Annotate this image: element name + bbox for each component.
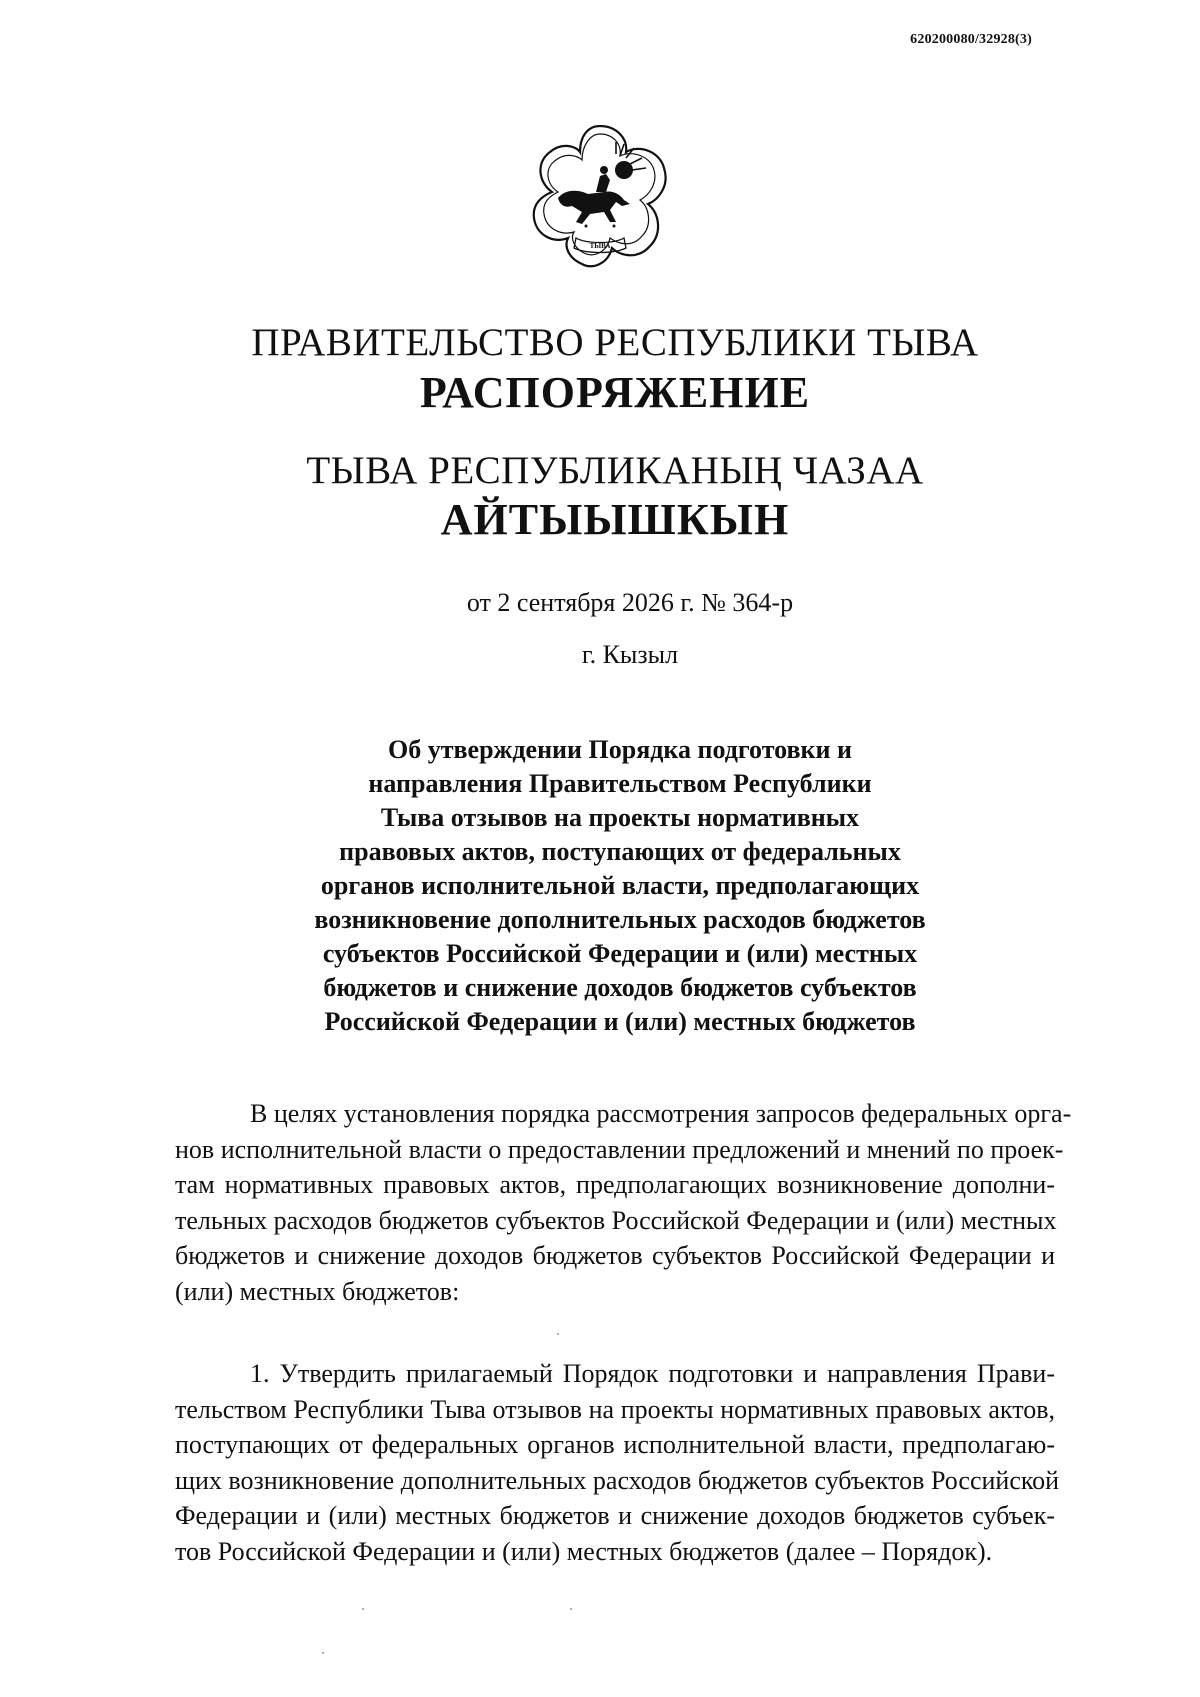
emblem-inscription: ТЫВА <box>589 242 611 250</box>
scan-speck <box>570 1608 572 1610</box>
paragraph-line: щих возникновение дополнительных расходов бюджетов субъектов Российской <box>175 1465 1060 1495</box>
document-type-ru: РАСПОРЯЖЕНИЕ <box>419 368 811 417</box>
clause-1-paragraph <box>175 1356 1060 1569</box>
title-line: направления Правительством Республики <box>368 769 872 798</box>
paragraph-line: тельством Республики Тыва отзывов на проекты нормативных правовых актов, <box>175 1394 1055 1424</box>
document-title <box>300 733 940 1039</box>
paragraph-line: тов Российской Федерации и (или) местных бюджетов (далее – Порядок). <box>175 1536 993 1566</box>
title-line: Тыва отзывов на проекты нормативных <box>380 803 860 832</box>
paragraph-line: В целях установления порядка рассмотрения запросов федеральных орга- <box>250 1099 1072 1128</box>
paragraph-line: Федерации и (или) местных бюджетов и снижение доходов бюджетов субъек- <box>175 1501 1055 1530</box>
tuva-coat-of-arms-icon <box>520 118 680 278</box>
title-line: правовых актов, поступающих от федеральных <box>339 837 901 866</box>
title-line: субъектов Российской Федерации и (или) местных <box>322 939 918 968</box>
scan-speck <box>557 1333 559 1335</box>
title-line: Об утверждении Порядка подготовки и <box>388 735 852 764</box>
organization-name-ru: ПРАВИТЕЛЬСТВО РЕСПУБЛИКИ ТЫВА <box>251 321 979 364</box>
title-line: органов исполнительной власти, предполагающих <box>320 871 920 900</box>
scan-speck <box>362 1608 364 1610</box>
paragraph-line: бюджетов и снижение доходов бюджетов субъектов Российской Федерации и <box>175 1241 1055 1270</box>
document-date-number: от 2 сентября 2026 г. № 364-р <box>466 588 794 617</box>
title-line: бюджетов и снижение доходов бюджетов субъектов <box>323 973 917 1002</box>
paragraph-line: (или) местных бюджетов: <box>175 1276 460 1306</box>
paragraph-line: тельных расходов бюджетов субъектов Российской Федерации и (или) местных <box>175 1205 1057 1235</box>
document-city: г. Кызыл <box>581 640 679 669</box>
paragraph-line: нов исполнительной власти о предоставлении предложений и мнений по проек- <box>175 1134 1064 1164</box>
document-type-tv: АЙТЫЫШКЫН <box>440 495 790 544</box>
paragraph-line: поступающих от федеральных органов исполнительной власти, предполагаю- <box>175 1430 1055 1459</box>
organization-name-tv: ТЫВА РЕСПУБЛИКАНЫҢ ЧАЗАА <box>306 449 924 492</box>
title-line: Российской Федерации и (или) местных бюджетов <box>324 1007 916 1036</box>
scan-speck <box>322 1652 324 1654</box>
title-line: возникновение дополнительных расходов бюджетов <box>314 905 926 934</box>
paragraph-line: там нормативных правовых актов, предполагающих возникновение дополни- <box>175 1170 1055 1199</box>
preamble-paragraph <box>175 1096 1072 1309</box>
paragraph-line: 1. Утвердить прилагаемый Порядок подготовки и направления Прави- <box>250 1359 1055 1388</box>
document-code: 620200080/32928(3) <box>910 32 1032 47</box>
